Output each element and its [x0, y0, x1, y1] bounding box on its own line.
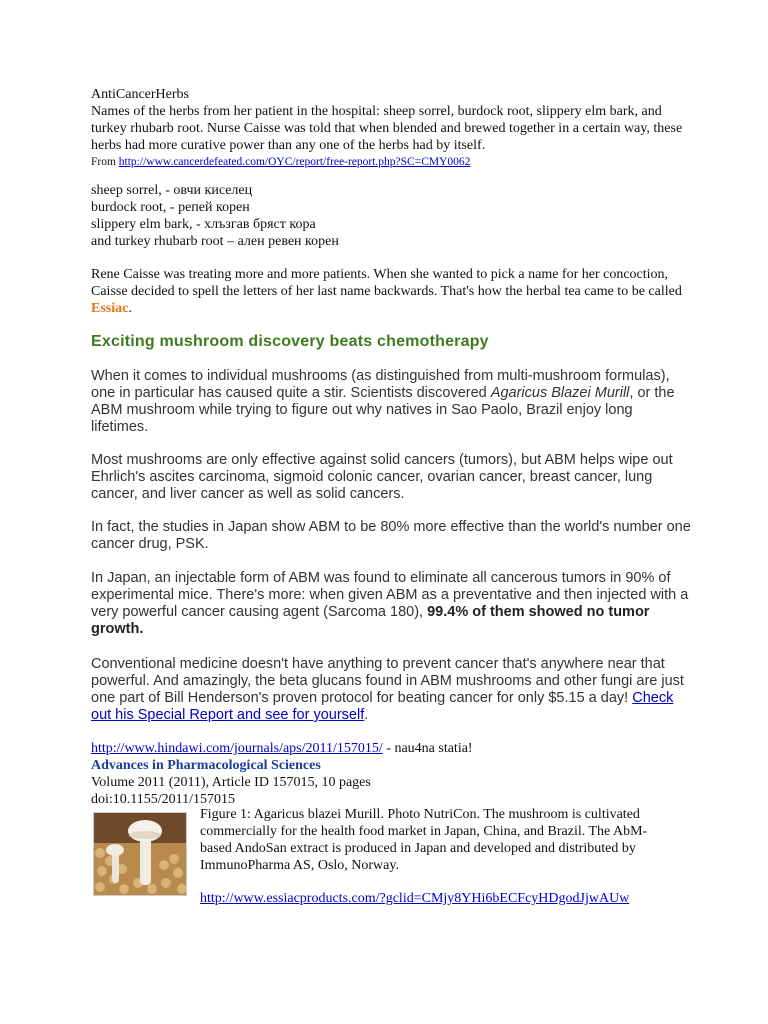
mushroom-photo	[93, 812, 187, 896]
rene-paragraph	[91, 266, 691, 317]
herb-item: slippery elm bark, - хлъзгав бряст кора	[91, 217, 316, 232]
intro-section	[91, 86, 691, 171]
p1-text-end: , or the ABM mushroom while trying to figure out why natives in Sao Paolo, Brazil enjoy long lifetimes.	[91, 385, 675, 435]
herb-list	[91, 182, 691, 250]
p5-end: .	[364, 707, 369, 723]
article-heading: Exciting mushroom discovery beats chemotherapy	[91, 333, 489, 350]
doi-line: doi:10.1155/2011/157015	[91, 792, 236, 807]
reference-block	[91, 740, 691, 808]
p1-species: Agaricus Blazei Murill	[490, 385, 630, 401]
source-line	[91, 154, 691, 171]
special-report-link[interactable]: Check out his Special Report and see for yourself	[91, 690, 674, 723]
article-paragraph-5	[91, 656, 691, 724]
reference-note: - nau4na statia!	[382, 741, 473, 756]
essiac-highlight: Essiac	[91, 301, 129, 316]
article-paragraph-2: Most mushrooms are only effective against solid cancers (tumors), but ABM helps wipe out Ehrlich's ascites carcinoma, sigmoid colonic cancer, ovarian cancer, breast cancer, lung cancer, and liver cancer as well as solid cancers.	[91, 452, 673, 502]
article-paragraph-1	[91, 368, 691, 436]
essiac-products-link[interactable]: http://www.essiacproducts.com/?gclid=CMjy8YHi6bECFcyHDgodJjwAUw	[200, 891, 630, 906]
herb-item: and turkey rhubarb root – ален ревен корен	[91, 234, 339, 249]
journal-name: Advances in Pharmacological Sciences	[91, 758, 321, 773]
herb-item: burdock root, - репей корен	[91, 200, 250, 215]
doc-title: AntiCancerHerbs	[91, 87, 189, 102]
mushroom-image-icon	[94, 813, 186, 895]
rene-end: .	[128, 301, 132, 316]
p1-text: When it comes to individual mushrooms (as distinguished from multi-mushroom formulas), one in particular has caused quite a stir. Scientists discovered	[91, 368, 670, 401]
herb-item: sheep sorrel, - овчи киселец	[91, 183, 253, 198]
from-label: From	[91, 156, 116, 168]
intro-paragraph: Names of the herbs from her patient in the hospital: sheep sorrel, burdock root, slippery elm bark, and turkey rhubarb root. Nurse Caisse was told that when blended and brewed together in a certain way, these herbs had more curative power than any one of the herbs had by itself.	[91, 104, 683, 153]
hindawi-link[interactable]: http://www.hindawi.com/journals/aps/2011/157015/	[91, 741, 383, 756]
p5-text: Conventional medicine doesn't have anything to prevent cancer that's anywhere near that powerful. And amazingly, the beta glucans found in ABM mushrooms and other fungi are just one part of Bill Henderson's proven protocol for beating cancer for only $5.15 a day!	[91, 656, 684, 706]
rene-text: Rene Caisse was treating more and more patients. When she wanted to pick a name for her concoction, Caisse decided to spell the letters of her last name backwards. That's how the herbal tea came to be called	[91, 267, 682, 299]
figure-caption: Figure 1: Agaricus blazei Murill. Photo NutriCon. The mushroom is cultivated commercially for the health food market in Japan, China, and Brazil. The AbM-based AndoSan extract is produced in Japan and developed and distributed by ImmunoPharma AS, Oslo, Norway.	[200, 807, 648, 873]
p4-text: In Japan, an injectable form of ABM was found to eliminate all cancerous tumors in 90% of experimental mice. There's more: when given ABM as a preventative and then injected with a very powerful cancer causing agent (Sarcoma 180),	[91, 570, 689, 620]
source-link[interactable]: http://www.cancerdefeated.com/OYC/report/free-report.php?SC=CMY0062	[118, 156, 471, 168]
volume-line: Volume 2011 (2011), Article ID 157015, 10 pages	[91, 775, 371, 790]
article-paragraph-4	[91, 570, 691, 638]
article-paragraph-3: In fact, the studies in Japan show ABM to be 80% more effective than the world's number one cancer drug, PSK.	[91, 519, 691, 552]
p4-bold: 99.4% of them showed no tumor growth.	[91, 604, 650, 637]
essiac-products-line	[200, 890, 629, 907]
reference-line	[91, 740, 691, 757]
